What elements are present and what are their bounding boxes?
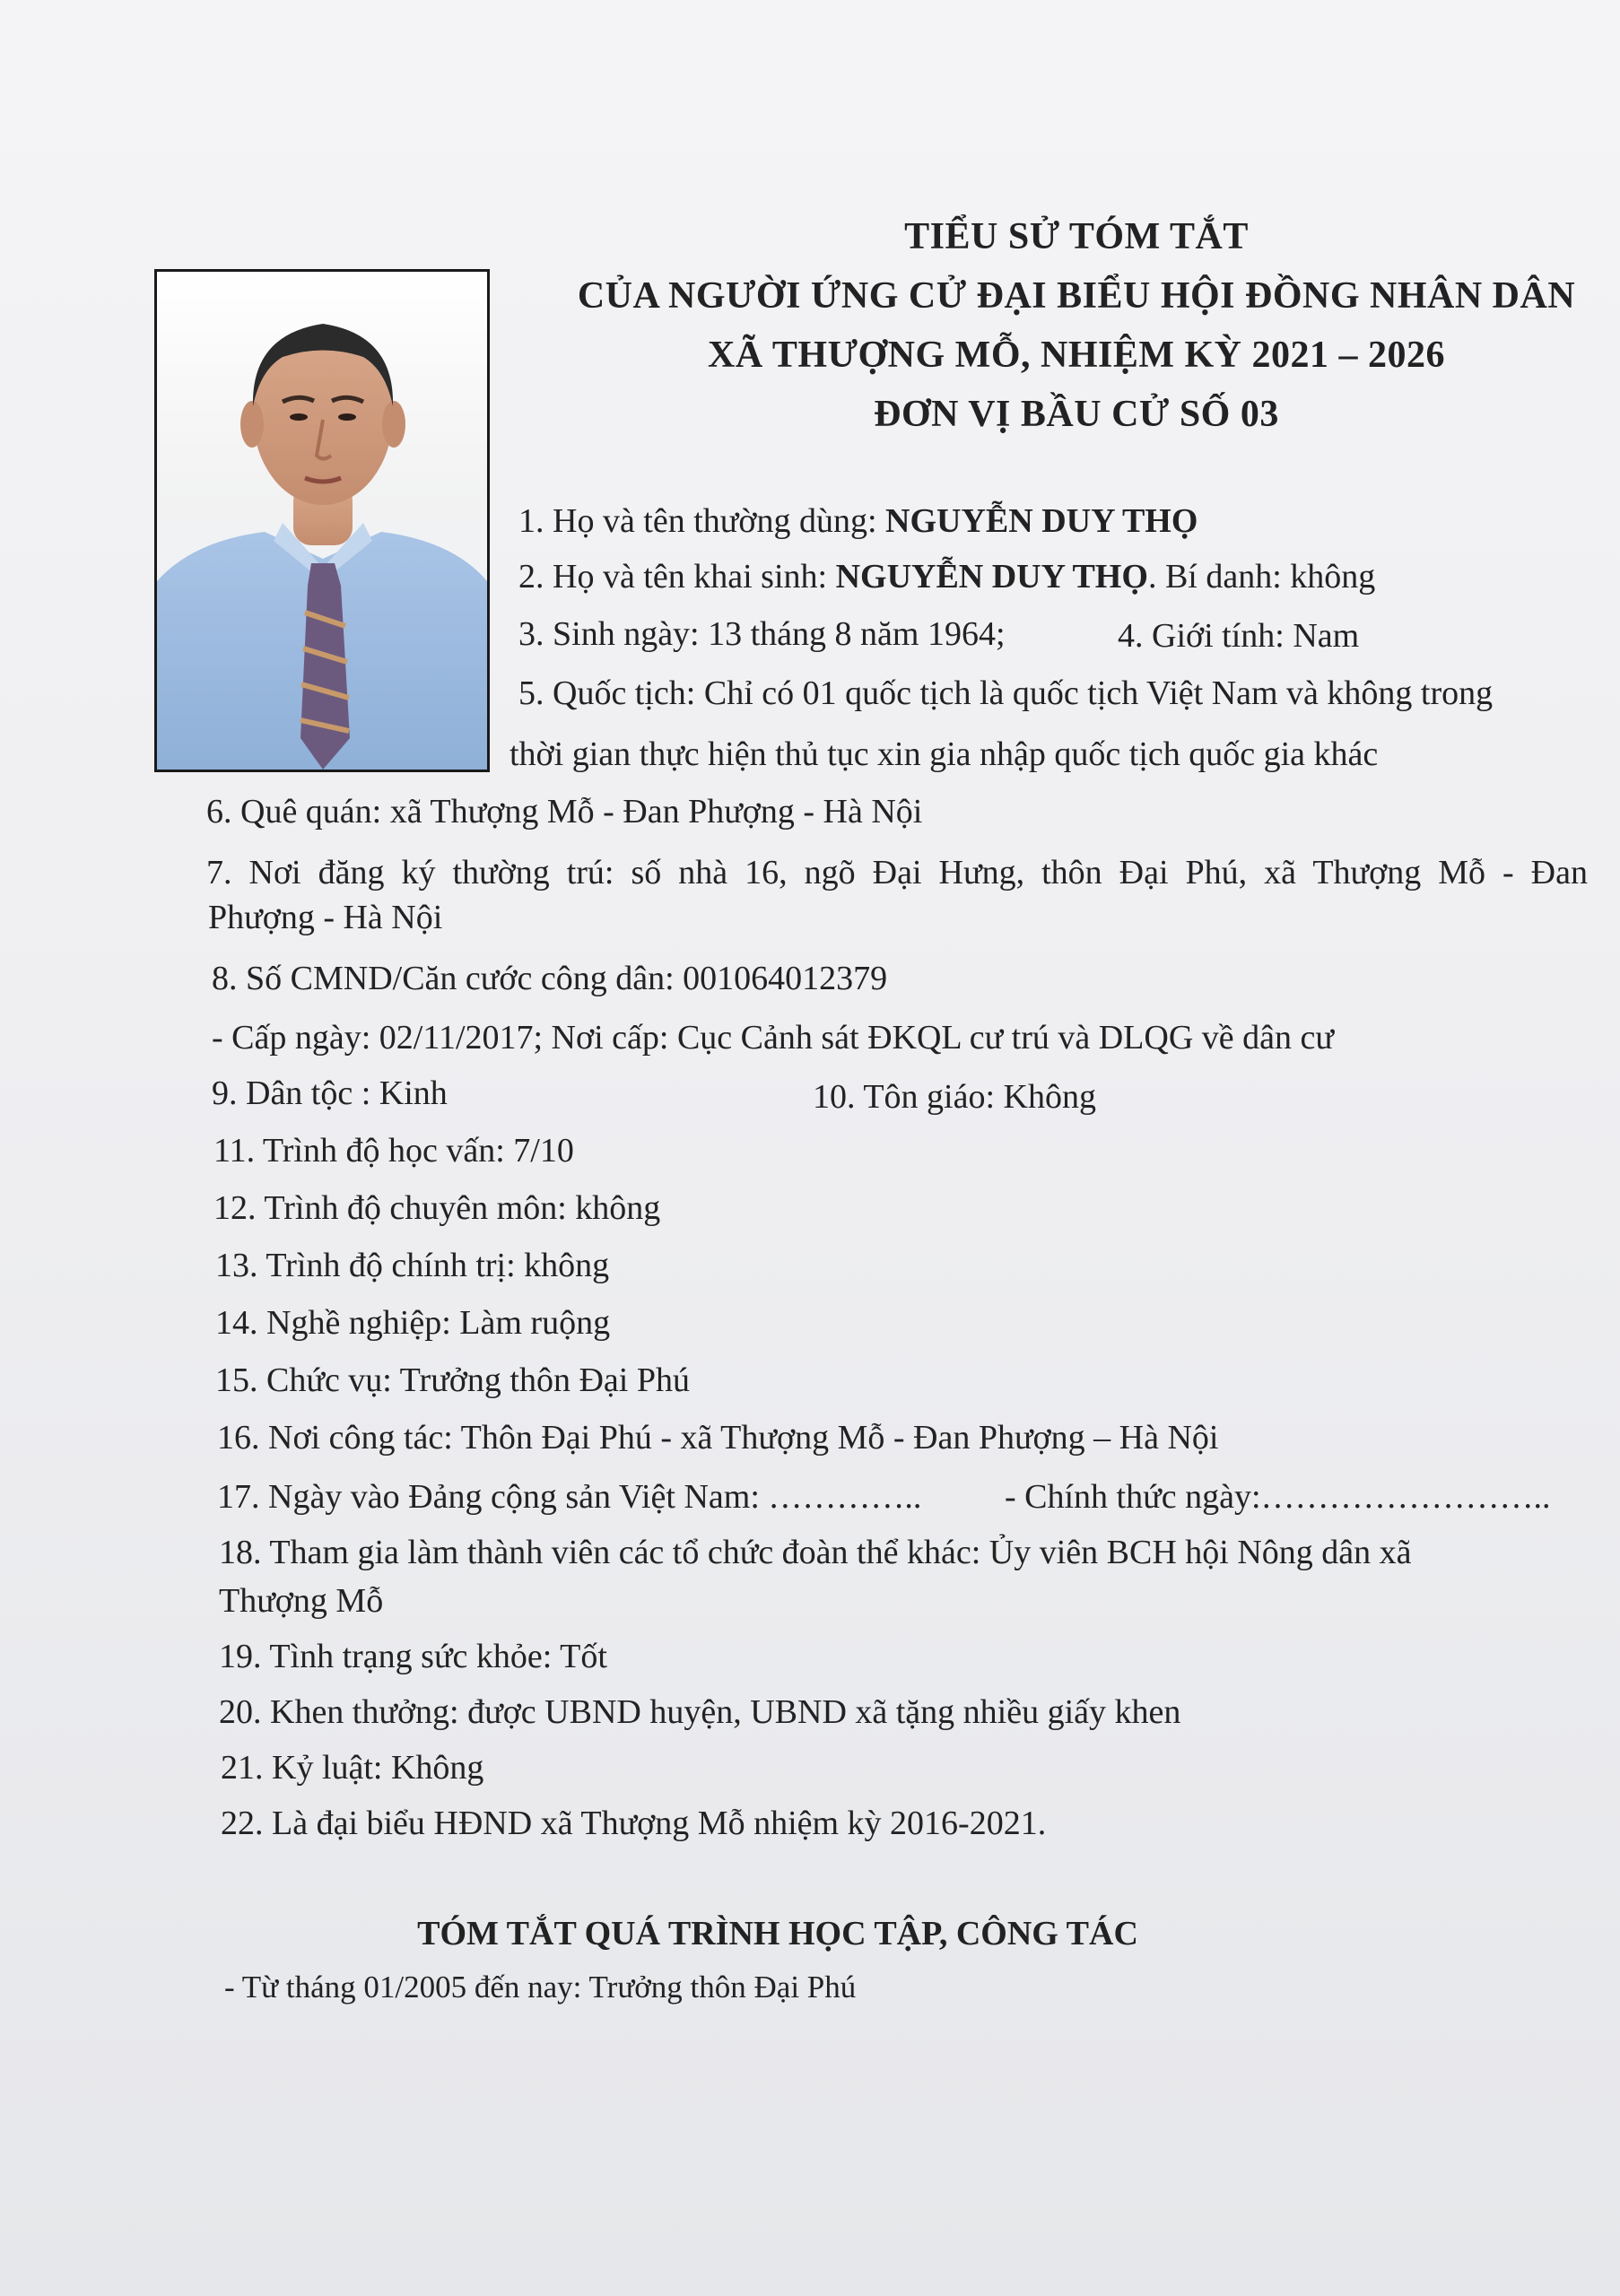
common-name-value: NGUYỄN DUY THỌ bbox=[885, 502, 1198, 540]
item-15-position: 15. Chức vụ: Trưởng thôn Đại Phú bbox=[215, 1361, 690, 1399]
item-7-line-1: 7. Nơi đăng ký thường trú: số nhà 16, ngõ Đại Hưng, thôn Đại Phú, xã Thượng Mỗ - Đan bbox=[206, 854, 1588, 891]
item-1 bbox=[518, 504, 1198, 538]
item-1-label: 1. Họ và tên thường dùng: bbox=[518, 502, 886, 540]
item-22-previous-term: 22. Là đại biểu HĐND xã Thượng Mỗ nhiệm kỳ 2016-2021. bbox=[221, 1805, 1047, 1842]
item-2-label: 2. Họ và tên khai sinh: bbox=[518, 558, 836, 596]
birth-name-value: NGUYỄN DUY THỌ bbox=[835, 558, 1148, 596]
item-5-line-1: 5. Quốc tịch: Chỉ có 01 quốc tịch là quốc tịch Việt Nam và không trong bbox=[518, 674, 1494, 712]
item-17-party-join-date: 17. Ngày vào Đảng cộng sản Việt Nam: ………….. bbox=[217, 1478, 922, 1516]
document-subtitle-line-1: CỦA NGƯỜI ỨNG CỬ ĐẠI BIỂU HỘI ĐỒNG NHÂN DÂN bbox=[577, 275, 1576, 317]
item-5-line-2: thời gian thực hiện thủ tục xin gia nhập quốc tịch quốc gia khác bbox=[510, 735, 1379, 773]
item-2 bbox=[518, 560, 1375, 594]
item-11-education: 11. Trình độ học vấn: 7/10 bbox=[213, 1132, 574, 1170]
item-13-political-level: 13. Trình độ chính trị: không bbox=[215, 1247, 610, 1284]
document-title: TIỂU SỬ TÓM TẮT bbox=[904, 216, 1249, 257]
item-4-gender: 4. Giới tính: Nam bbox=[1118, 617, 1360, 655]
item-18-line-2: Thượng Mỗ bbox=[219, 1582, 384, 1620]
item-3-birth-date: 3. Sinh ngày: 13 tháng 8 năm 1964; bbox=[518, 615, 1006, 653]
item-9-ethnicity: 9. Dân tộc : Kinh bbox=[212, 1074, 448, 1112]
item-8-issue-info: - Cấp ngày: 02/11/2017; Nơi cấp: Cục Cảnh sát ĐKQL cư trú và DLQG về dân cư bbox=[212, 1019, 1334, 1057]
item-14-occupation: 14. Nghề nghiệp: Làm ruộng bbox=[215, 1304, 611, 1342]
item-7-line-2: Phượng - Hà Nội bbox=[208, 899, 443, 936]
item-17-official-date: - Chính thức ngày:…………………….. bbox=[1005, 1478, 1551, 1516]
career-entry-1: - Từ tháng 01/2005 đến nay: Trưởng thôn Đại Phú bbox=[224, 1970, 857, 2005]
item-12-professional-level: 12. Trình độ chuyên môn: không bbox=[213, 1189, 661, 1227]
item-8-id-number: 8. Số CMND/Căn cước công dân: 001064012379 bbox=[212, 960, 888, 997]
item-18-line-1: 18. Tham gia làm thành viên các tổ chức đoàn thể khác: Ủy viên BCH hội Nông dân xã bbox=[219, 1534, 1412, 1571]
career-summary-heading: TÓM TẮT QUÁ TRÌNH HỌC TẬP, CÔNG TÁC bbox=[417, 1915, 1138, 1952]
item-21-discipline: 21. Kỷ luật: Không bbox=[221, 1749, 484, 1787]
portrait-photo bbox=[154, 269, 490, 772]
item-16-workplace: 16. Nơi công tác: Thôn Đại Phú - xã Thượng Mỗ - Đan Phượng – Hà Nội bbox=[217, 1419, 1219, 1457]
alias-text: . Bí danh: không bbox=[1147, 558, 1376, 596]
item-20-awards: 20. Khen thưởng: được UBND huyện, UBND xã tặng nhiều giấy khen bbox=[219, 1693, 1181, 1731]
item-19-health: 19. Tình trạng sức khỏe: Tốt bbox=[219, 1638, 607, 1675]
document-subtitle-line-2: XÃ THƯỢNG MỖ, NHIỆM KỲ 2021 – 2026 bbox=[708, 335, 1445, 376]
item-6-hometown: 6. Quê quán: xã Thượng Mỗ - Đan Phượng - Hà Nội bbox=[206, 793, 923, 831]
item-10-religion: 10. Tôn giáo: Không bbox=[813, 1078, 1096, 1116]
document-subtitle-line-3: ĐƠN VỊ BẦU CỬ SỐ 03 bbox=[874, 394, 1279, 435]
portrait-image bbox=[157, 272, 487, 770]
